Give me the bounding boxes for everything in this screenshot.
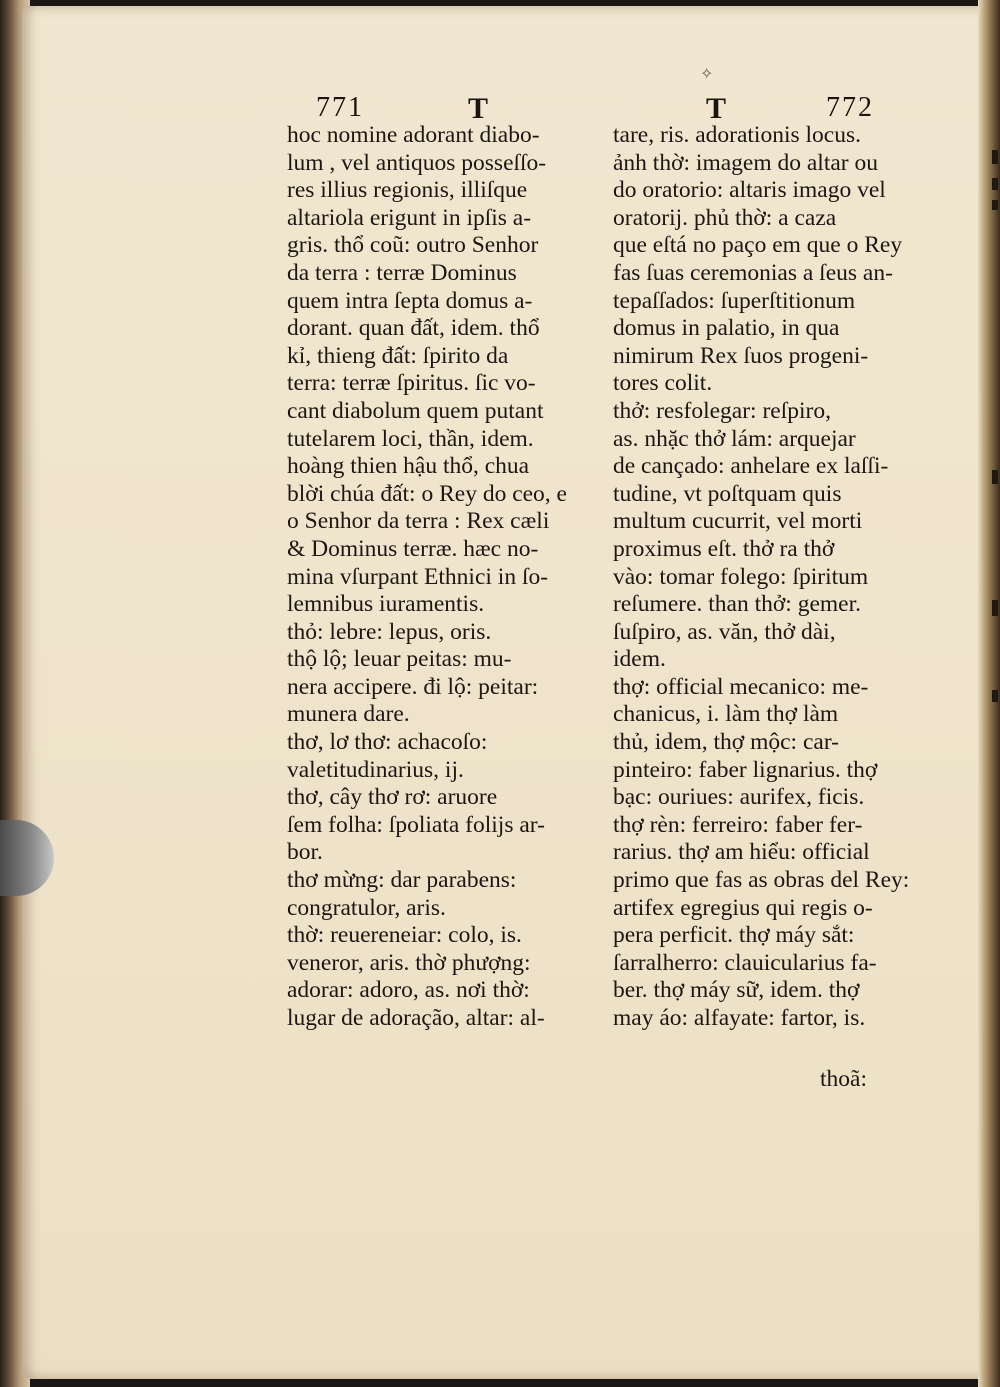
text-line: tutelarem loci, thần, idem.: [287, 425, 534, 452]
left-page-number: 771: [316, 92, 364, 123]
text-line: blời chúa đất: o Rey do ceo, e: [287, 480, 567, 507]
text-line: thơ, lơ thơ: achacoſo:: [287, 729, 488, 756]
text-line: bor.: [287, 839, 323, 866]
text-line: cant diabolum quem putant: [287, 397, 544, 424]
text-line: dorant. quan đất, idem. thổ: [287, 315, 540, 342]
text-line: rarius. thợ am hiểu: official: [613, 839, 870, 866]
text-line: mina vſurpant Ethnici in ſo-: [287, 563, 549, 590]
text-line: thơ, cây thơ rơ: aruore: [287, 784, 498, 811]
left-column-letter: T: [468, 92, 489, 125]
text-line: de cançado: anhelare ex laſſi-: [613, 453, 889, 480]
text-line: thủ, idem, thợ mộc: car-: [613, 729, 840, 756]
text-line: bạc: ouriues: aurifex, ficis.: [613, 784, 865, 811]
catchword: thoã:: [820, 1066, 867, 1092]
text-line: nimirum Rex ſuos progeni-: [613, 342, 869, 369]
text-line: tudine, vt poſtquam quis: [613, 480, 842, 507]
text-line: chanicus, i. làm thợ làm: [613, 701, 839, 728]
text-line: lemnibus iuramentis.: [287, 591, 485, 618]
right-page-number: 772: [826, 92, 874, 123]
text-line: thỏ: lebre: lepus, oris.: [287, 618, 492, 645]
text-line: que eſtá no paço em que o Rey: [613, 232, 903, 259]
text-line: pinteiro: faber lignarius. thợ: [613, 756, 878, 783]
text-line: idem.: [613, 646, 666, 673]
text-line: thờ: reuereneiar: colo, is.: [287, 922, 522, 949]
text-line: o Senhor da terra : Rex cæli: [287, 508, 550, 535]
text-line: kỉ, thieng đất: ſpirito da: [287, 342, 509, 369]
text-line: tores colit.: [613, 370, 713, 397]
text-line: hoàng thien hậu thổ, chua: [287, 453, 530, 480]
text-line: artifex egregius qui regis o-: [613, 894, 873, 921]
text-line: thơ mừng: dar parabens:: [287, 867, 517, 894]
text-line: ſuſpiro, as. văn, thở dài,: [613, 618, 836, 645]
text-line: multum cucurrit, vel morti: [613, 508, 863, 535]
text-line: pera perficit. thợ máy sắt:: [613, 922, 855, 949]
text-line: oratorij. phủ thờ: a caza: [613, 204, 837, 231]
text-line: lugar de adoração, altar: al-: [287, 1005, 545, 1031]
text-line: terra: terræ ſpiritus. ſic vo-: [287, 370, 536, 397]
right-text-column: [613, 122, 918, 1033]
text-line: as. nhặc thở lám: arquejar: [613, 425, 856, 452]
left-text-column: [287, 122, 599, 1033]
text-line: domus in palatio, in qua: [613, 315, 840, 342]
text-line: valetitudinarius, ij.: [287, 756, 464, 783]
text-line: quem intra ſepta domus a-: [287, 287, 533, 314]
text-line: munera dare.: [287, 701, 410, 728]
text-line: thở: resfolegar: reſpiro,: [613, 397, 831, 424]
text-line: tare, ris. adorationis locus.: [613, 122, 861, 148]
text-line: may áo: alfayate: fartor, is.: [613, 1005, 866, 1031]
text-line: & Dominus terræ. hæc no-: [287, 535, 539, 562]
text-line: gris. thổ coũ: outro Senhor: [287, 232, 539, 259]
text-line: thợ: official mecanico: me-: [613, 673, 869, 700]
text-line: lum , vel antiquos posseſſo-: [287, 149, 547, 176]
text-line: ſem folha: ſpoliata folijs ar-: [287, 811, 545, 838]
text-line: altariola erigunt in ipſis a-: [287, 204, 532, 231]
text-line: nera accipere. đi lộ: peitar:: [287, 673, 539, 700]
text-line: res illius regionis, illiſque: [287, 177, 528, 204]
right-column-letter: T: [706, 92, 727, 125]
text-line: hoc nomine adorant diabo-: [287, 122, 540, 148]
text-line: ſarralherro: clauicularius fa-: [613, 949, 877, 976]
text-line: do oratorio: altaris imago vel: [613, 177, 886, 204]
text-line: vào: tomar folego: ſpiritum: [613, 563, 869, 590]
text-line: proximus eſt. thở ra thở: [613, 535, 835, 562]
text-line: ảnh thờ: imagem do altar ou: [613, 149, 878, 176]
text-line: da terra : terræ Dominus: [287, 259, 517, 286]
text-line: veneror, aris. thờ phượng:: [287, 949, 531, 976]
text-line: thộ lộ; leuar peitas: mu-: [287, 646, 512, 673]
text-line: thợ rèn: ferreiro: faber fer-: [613, 811, 863, 838]
text-line: reſumere. than thở: gemer.: [613, 591, 861, 618]
ornament-icon: ✧: [700, 64, 714, 83]
text-line: tepaſſados: ſuperſtitionum: [613, 287, 856, 314]
text-line: adorar: adoro, as. nơi thờ:: [287, 977, 530, 1004]
text-line: primo que fas as obras del Rey:: [613, 867, 910, 894]
text-line: ber. thợ máy sữ, idem. thợ: [613, 977, 860, 1004]
text-line: fas ſuas ceremonias a ſeus an-: [613, 259, 893, 286]
text-line: congratulor, aris.: [287, 894, 446, 921]
